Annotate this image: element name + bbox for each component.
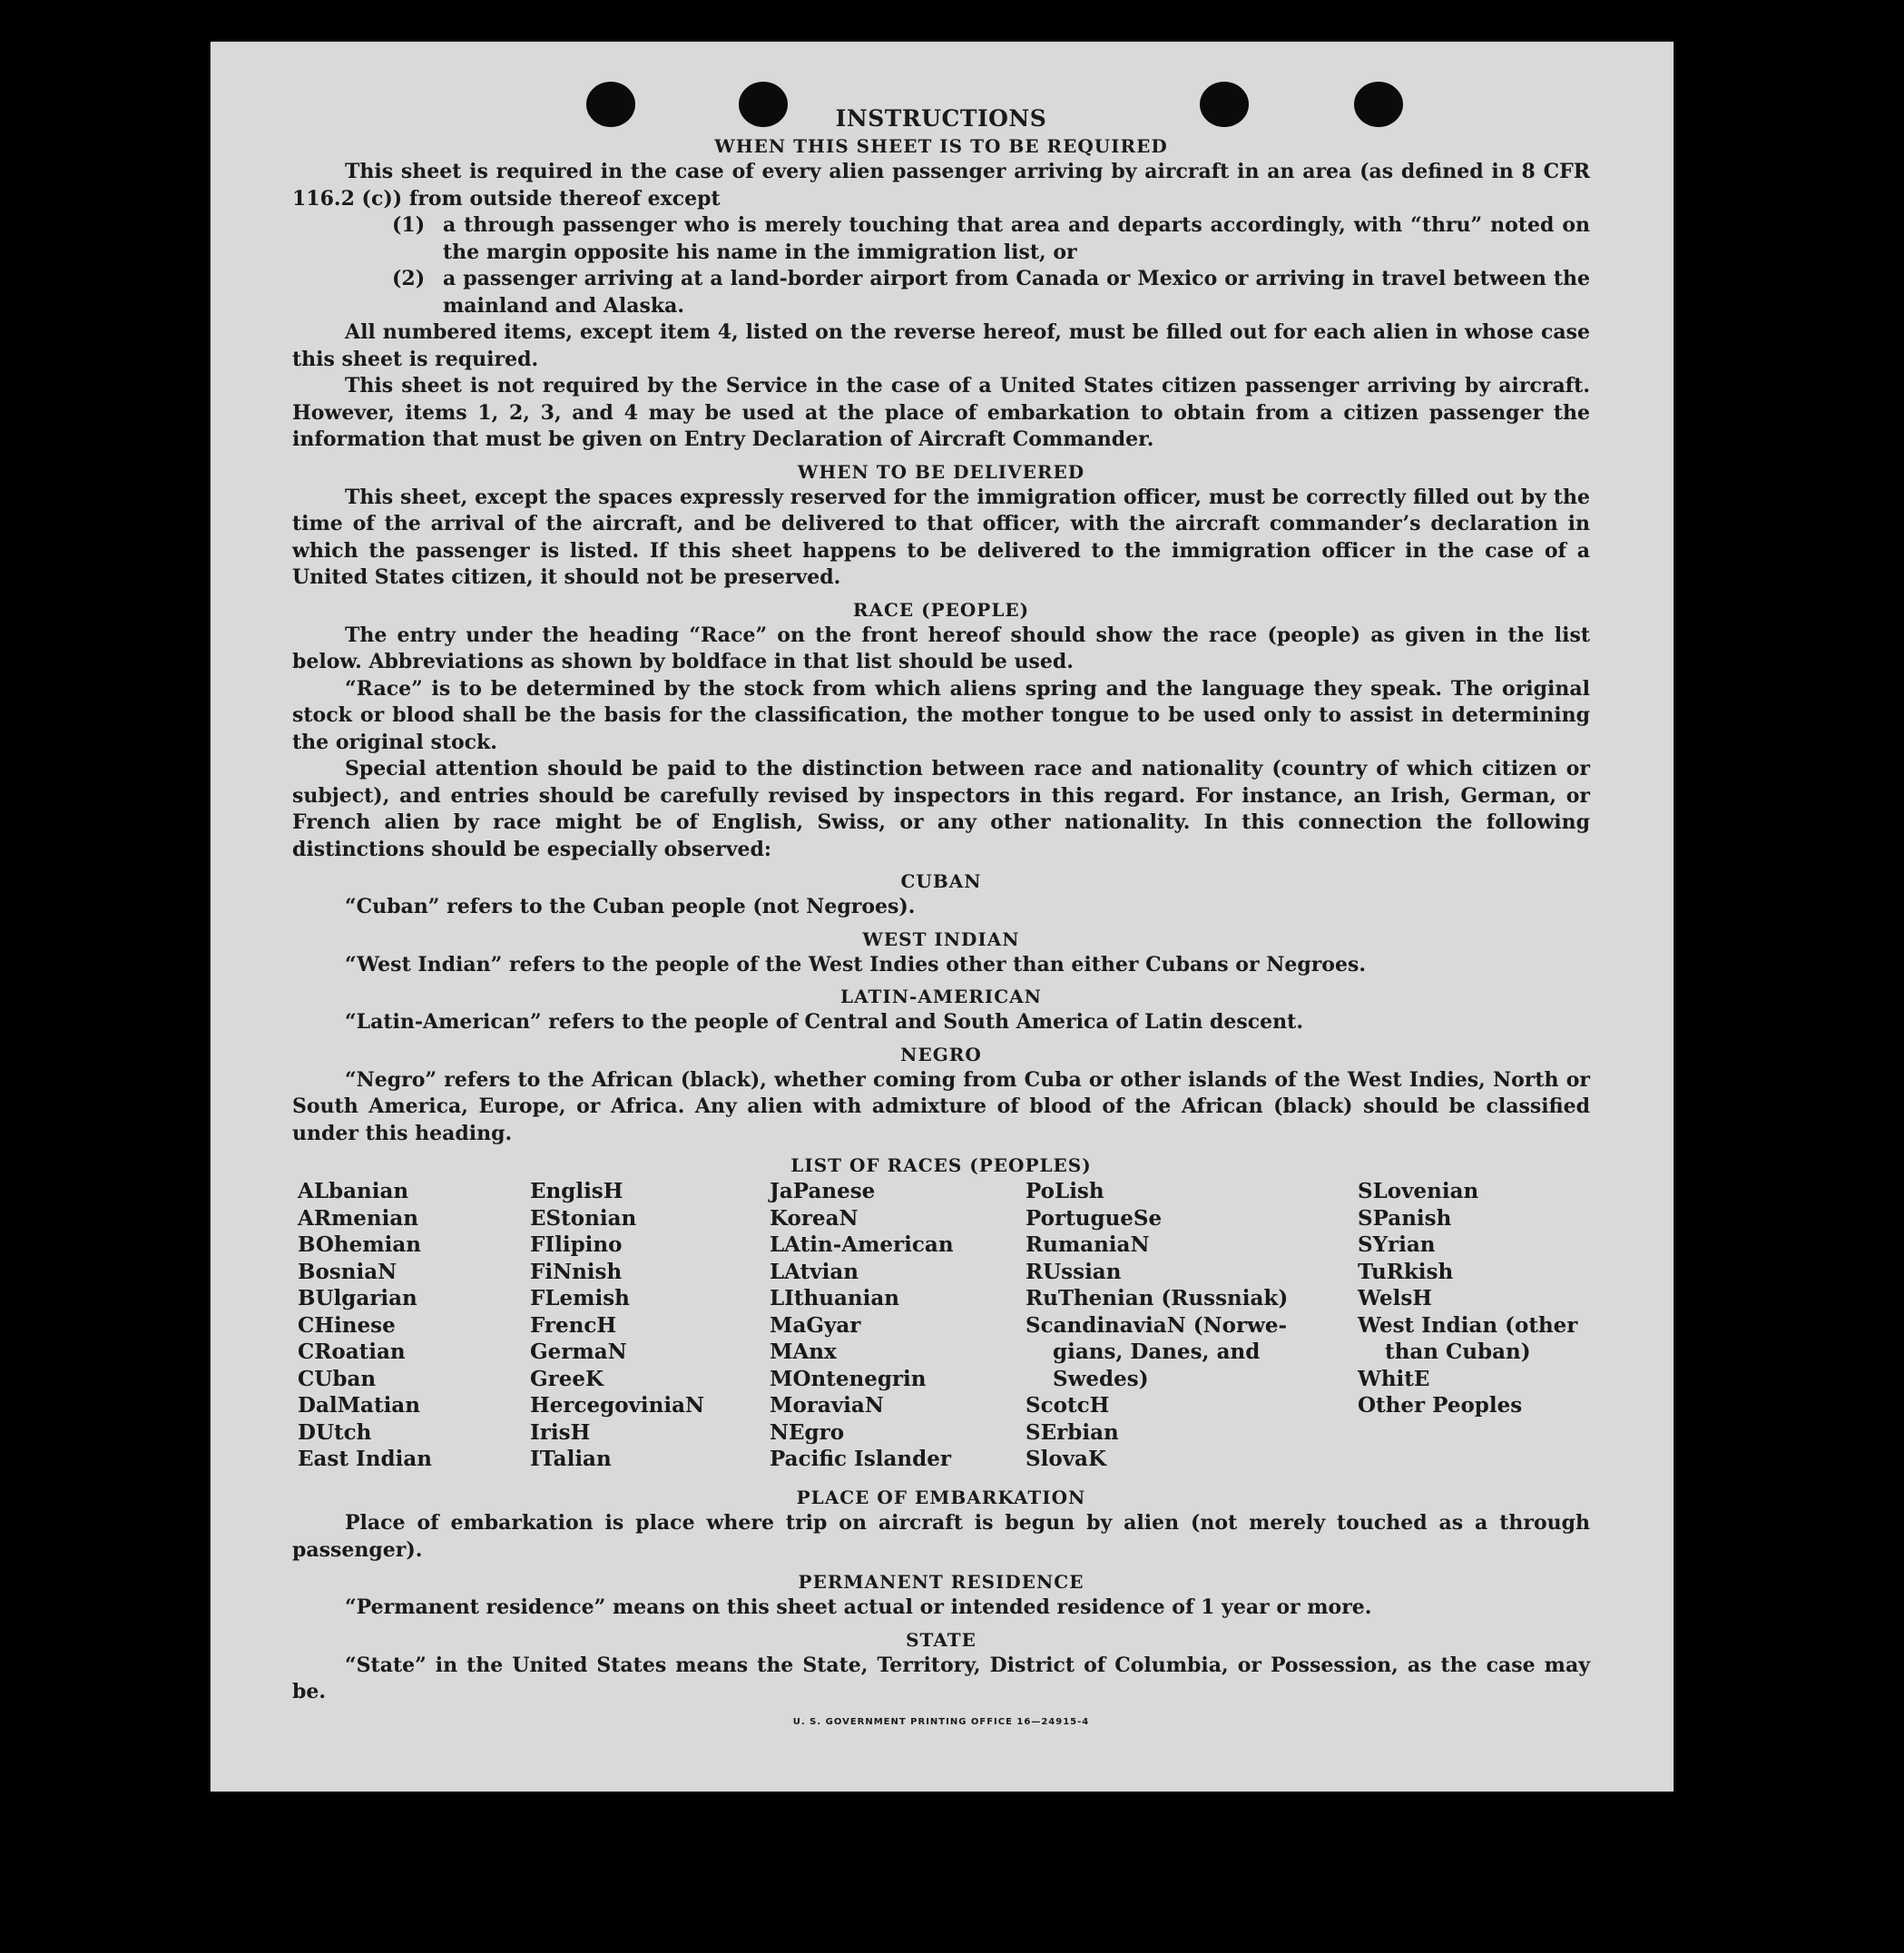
section-heading: RACE (PEOPLE) xyxy=(852,598,1030,621)
paragraph: “State” in the United States means the State, Territory, District of Columbia, or Possession, as the case may be. xyxy=(292,1653,1590,1703)
paragraph: “Negro” refers to the African (black), whether coming from Cuba or other islands of the West Indies, North or South America, Europe, or Africa. Any alien with admixture of blood of the African (black) should be classified under this heading. xyxy=(292,1067,1590,1145)
race-entry: BOhemian xyxy=(298,1232,421,1257)
definition: “Cuban” refers to the Cuban people (not Negroes). xyxy=(345,895,916,918)
section-heading: LATIN-AMERICAN xyxy=(840,986,1042,1007)
race-entry: RumaniaN xyxy=(1026,1232,1150,1257)
page-title: INSTRUCTIONS xyxy=(835,105,1047,132)
race-entry: SErbian xyxy=(1026,1419,1119,1445)
race-entry: ITalian xyxy=(530,1447,612,1471)
paragraph: Place of embarkation is place where trip on aircraft is begun by alien (not merely touched as a through passenger). xyxy=(292,1511,1590,1562)
item-text: a passenger arriving at a land-border airport from Canada or Mexico or arriving in travel between the mainland and Alaska. xyxy=(443,267,1590,318)
race-entry: IrisH xyxy=(530,1419,591,1445)
race-entry: MaGyar xyxy=(770,1312,861,1338)
race-entry: SPanish xyxy=(1358,1205,1452,1231)
race-entry: FLemish xyxy=(530,1286,630,1310)
race-entry: WhitE xyxy=(1358,1366,1430,1391)
race-entry: East Indian xyxy=(298,1447,432,1471)
section-heading: STATE xyxy=(906,1628,977,1651)
race-entry: DalMatian xyxy=(298,1393,420,1418)
item-number: (1) xyxy=(392,213,426,237)
paragraph: The entry under the heading “Race” on the front hereof should show the race (people) as given in the list below. Abbreviations as shown by boldface in that list should be used. xyxy=(292,623,1590,673)
race-column xyxy=(530,1178,704,1473)
race-entry: Other Peoples xyxy=(1358,1393,1523,1418)
race-entry: SYrian xyxy=(1358,1232,1436,1257)
race-entry: ScotcH xyxy=(1026,1393,1110,1418)
race-entry: RuThenian (Russniak) xyxy=(1026,1286,1289,1310)
race-list xyxy=(292,1178,1590,1479)
race-entry: LAtvian xyxy=(770,1259,859,1284)
race-entry: BosniaN xyxy=(298,1259,397,1284)
race-entry: DUtch xyxy=(298,1419,372,1445)
race-entry: CHinese xyxy=(298,1312,396,1338)
section-heading: WHEN TO BE DELIVERED xyxy=(797,460,1085,483)
race-entry: West Indian (other xyxy=(1358,1312,1578,1338)
race-entry: PoLish xyxy=(1026,1179,1104,1203)
race-entry: MoraviaN xyxy=(770,1393,884,1418)
race-entry: BUlgarian xyxy=(298,1286,417,1310)
race-entry: SlovaK xyxy=(1026,1447,1106,1471)
paragraph: This sheet is not required by the Service in the case of a United States citizen passenger arriving by aircraft. However, items 1, 2, 3, and 4 may be used at the place of embarkation to obtain from a citizen passenger the information that must be given on Entry Declaration of Aircraft Commander. xyxy=(292,374,1590,451)
paragraph: “Race” is to be determined by the stock from which aliens spring and the language they speak. The original stock or blood shall be the basis for the classification, the mother tongue to be used only to assist in determining the original stock. xyxy=(292,676,1590,754)
instructions-body xyxy=(292,105,1590,1727)
item-text: a through passenger who is merely touching that area and departs accordingly, with “thru” noted on the margin opposite his name in the immigration list, or xyxy=(443,213,1590,264)
race-entry: GermaN xyxy=(530,1340,627,1364)
race-entry: FIlipino xyxy=(530,1232,623,1257)
definition: “Permanent residence” means on this sheet actual or intended residence of 1 year or more. xyxy=(345,1595,1372,1619)
printer-imprint: U. S. GOVERNMENT PRINTING OFFICE 16—24915-4 xyxy=(792,1716,1090,1727)
race-column xyxy=(1358,1178,1577,1419)
race-entry: LIthuanian xyxy=(770,1286,899,1310)
race-column xyxy=(298,1178,432,1473)
race-entry: HercegoviniaN xyxy=(530,1393,705,1418)
section-heading: NEGRO xyxy=(900,1043,982,1065)
paragraph: All numbered items, except item 4, listed on the reverse hereof, must be filled out for each alien in whose case this sheet is required. xyxy=(292,320,1590,371)
race-entry: MAnx xyxy=(770,1340,837,1364)
race-entry: FiNnish xyxy=(530,1259,623,1284)
race-entry: NEgro xyxy=(770,1419,845,1445)
race-entry: WelsH xyxy=(1358,1286,1433,1310)
section-heading: PLACE OF EMBARKATION xyxy=(796,1487,1086,1508)
race-entry: gians, Danes, and xyxy=(1053,1340,1261,1364)
race-entry: RUssian xyxy=(1026,1259,1122,1284)
race-entry: LAtin-American xyxy=(770,1232,954,1257)
race-entry: GreeK xyxy=(530,1366,604,1391)
race-entry: PortugueSe xyxy=(1026,1205,1163,1231)
definition: “West Indian” refers to the people of the West Indies other than either Cubans or Negroes. xyxy=(345,952,1367,976)
race-entry: Pacific Islander xyxy=(770,1447,951,1471)
race-entry: ScandinaviaN (Norwe- xyxy=(1026,1312,1288,1338)
race-entry: TuRkish xyxy=(1358,1259,1454,1284)
race-column xyxy=(1026,1178,1288,1473)
item-number: (2) xyxy=(392,267,426,290)
document-sheet xyxy=(211,42,1673,1791)
section-heading: WEST INDIAN xyxy=(862,927,1020,950)
race-entry: KoreaN xyxy=(770,1205,859,1231)
section-heading: PERMANENT RESIDENCE xyxy=(798,1571,1084,1593)
race-entry: CUban xyxy=(298,1366,377,1391)
race-entry: MOntenegrin xyxy=(770,1366,927,1391)
race-entry: EnglisH xyxy=(530,1179,623,1203)
race-entry: JaPanese xyxy=(770,1179,876,1203)
race-column xyxy=(770,1178,954,1473)
race-entry: ALbanian xyxy=(298,1179,409,1203)
section-heading: WHEN THIS SHEET IS TO BE REQUIRED xyxy=(714,135,1168,157)
paragraph: This sheet is required in the case of every alien passenger arriving by aircraft in an area (as defined in 8 CFR 116.2 (c)) from outside thereof except xyxy=(292,160,1590,211)
section-heading: LIST OF RACES (PEOPLES) xyxy=(790,1154,1092,1176)
race-entry: Swedes) xyxy=(1053,1366,1149,1391)
race-entry: EStonian xyxy=(530,1205,637,1231)
race-entry: SLovenian xyxy=(1358,1179,1479,1203)
definition: “Latin-American” refers to the people of Central and South America of Latin descent. xyxy=(345,1010,1303,1034)
race-entry: FrencH xyxy=(530,1312,617,1338)
race-entry: than Cuban) xyxy=(1385,1340,1531,1364)
paragraph: This sheet, except the spaces expressly reserved for the immigration officer, must be correctly filled out by the time of the arrival of the aircraft, and be delivered to that officer, with the aircraft commander’s declaration in which the passenger is listed. If this sheet happens to be delivered to the immigration officer in the case of a United States citizen, it should not be preserved. xyxy=(292,485,1590,589)
numbered-item xyxy=(292,212,1590,266)
numbered-item xyxy=(292,266,1590,319)
paragraph: Special attention should be paid to the distinction between race and nationality (country of which citizen or subject), and entries should be carefully revised by inspectors in this regard. For instance, an Irish, German, or French alien by race might be of English, Swiss, or any other nationality. In this connection the following distinctions should be especially observed: xyxy=(292,757,1590,861)
race-entry: CRoatian xyxy=(298,1340,406,1364)
section-heading: CUBAN xyxy=(900,870,982,892)
race-entry: ARmenian xyxy=(298,1205,419,1231)
